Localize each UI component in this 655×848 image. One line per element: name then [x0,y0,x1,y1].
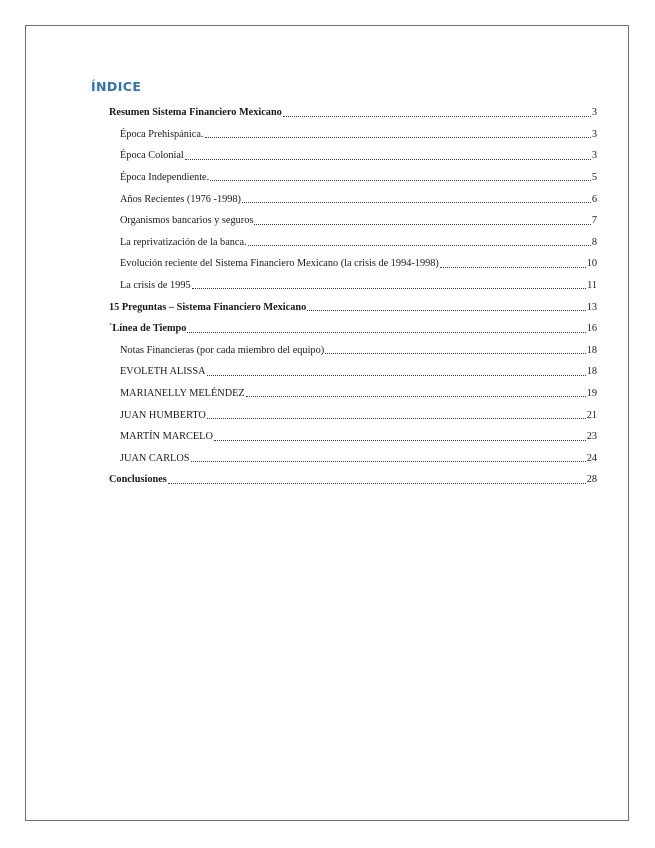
toc-entry-title: Evolución reciente del Sistema Financiero Mexicano (la crisis de 1994-1998) [120,258,439,270]
toc-entry[interactable] [109,97,597,119]
toc-entry-page: 24 [586,452,597,464]
toc-entry[interactable] [109,119,597,141]
toc-entry-title: MARIANELLY MELÉNDEZ [120,388,245,400]
toc-dot-leader [242,202,591,203]
toc-entry-page: 10 [586,258,597,270]
toc-entry-title: Época Prehispánica. [120,128,204,140]
toc-entry[interactable] [109,313,597,335]
toc-entry[interactable] [109,356,597,378]
toc-entry-page: 19 [586,388,597,400]
toc-entry-page: 6 [591,193,597,205]
toc-entry-page: 16 [586,323,597,335]
toc-entry-title: JUAN HUMBERTO [120,409,206,421]
document-page [25,25,629,821]
toc-dot-leader [207,375,586,376]
toc-dot-leader [187,332,585,333]
toc-dot-leader [210,180,591,181]
toc-entry-title: Época Colonial [120,150,184,162]
toc-dot-leader [283,116,591,117]
toc-entry[interactable] [109,421,597,443]
toc-entry[interactable] [109,399,597,421]
toc-entry-page: 3 [591,128,597,140]
toc-entry[interactable] [109,335,597,357]
toc-entry-page: 5 [591,172,597,184]
toc-dot-leader [248,245,591,246]
toc-entry-title: Resumen Sistema Financiero Mexicano [109,107,282,119]
toc-entry-page: 3 [591,107,597,119]
toc-entry-title: ´Línea de Tiempo [109,323,187,335]
toc-dot-leader [168,483,586,484]
toc-entry[interactable] [109,227,597,249]
toc-entry-title: Época Independiente. [120,172,210,184]
toc-entry-page: 18 [586,344,597,356]
table-of-contents [109,97,597,486]
toc-entry-title: MARTÍN MARCELO [120,431,213,443]
toc-entry-title: La reprivatización de la banca. [120,236,247,248]
toc-entry-title: 15 Preguntas – Sistema Financiero Mexicano [109,301,307,313]
toc-entry[interactable] [109,140,597,162]
toc-entry-page: 7 [591,215,597,227]
toc-dot-leader [254,224,590,225]
toc-dot-leader [191,461,586,462]
toc-entry-page: 18 [586,366,597,378]
toc-entry-title: Notas Financieras (por cada miembro del equipo) [120,344,325,356]
toc-entry-page: 13 [586,301,597,313]
toc-entry-title: Años Recientes (1976 -1998) [120,193,241,205]
toc-entry-title: La crisis de 1995 [120,280,191,292]
toc-entry[interactable] [109,291,597,313]
toc-entry-page: 28 [586,474,597,486]
toc-entry-title: Conclusiones [109,474,167,486]
toc-dot-leader [325,353,586,354]
toc-dot-leader [440,267,586,268]
toc-entry-page: 8 [591,236,597,248]
toc-dot-leader [246,396,586,397]
toc-entry-title: Organismos bancarios y seguros [120,215,254,227]
toc-entry[interactable] [109,248,597,270]
toc-entry[interactable] [109,162,597,184]
toc-dot-leader [192,288,586,289]
toc-dot-leader [205,137,591,138]
toc-entry[interactable] [109,270,597,292]
toc-entry[interactable] [109,205,597,227]
toc-entry-page: 3 [591,150,597,162]
toc-dot-leader [207,418,586,419]
toc-dot-leader [214,440,586,441]
toc-entry[interactable] [109,183,597,205]
toc-dot-leader [307,310,585,311]
toc-entry[interactable] [109,378,597,400]
toc-entry-page: 23 [586,431,597,443]
toc-dot-leader [185,159,591,160]
toc-heading: ÍNDICE [91,79,142,94]
toc-entry-title: JUAN CARLOS [120,452,190,464]
toc-entry[interactable] [109,464,597,486]
toc-entry-page: 21 [586,409,597,421]
toc-entry-page: 11 [587,280,597,292]
toc-entry-title: EVOLETH ALISSA [120,366,206,378]
toc-entry[interactable] [109,443,597,465]
